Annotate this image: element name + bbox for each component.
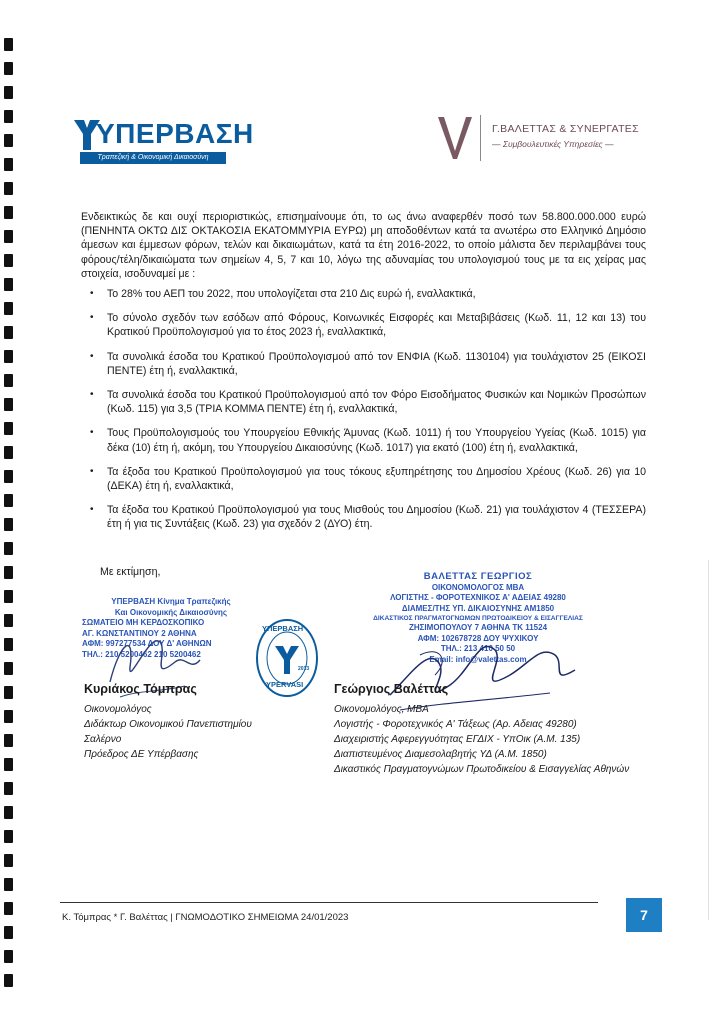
valettas-v-icon <box>438 115 472 159</box>
yperbasi-logo <box>74 118 254 168</box>
list-item: • Τους Προϋπολογισμούς του Υπουργείου Εθνικής Άμυνας (Κωδ. 1011) ή του Υπουργείου Υγείας (Κωδ. 1015) για δέκα (10) έτη ή, ακόμη, του Υπουργείου Δικαιοσύνης (Κωδ. 1017) για εκατό (100) έτη ή, εναλλακτικά, <box>90 427 646 454</box>
signatory-role: Διαπιστευμένος Διαμεσολαβητής ΥΔ (Α.Μ. 1850) <box>334 749 547 760</box>
list-item: • Τα συνολικά έσοδα του Κρατικού Προϋπολογισμού από τον ΕΝΦΙΑ (Κωδ. 1130104) για τουλάχιστον 25 (ΕΙΚΟΣΙ ΠΕΝΤΕ) έτη ή, εναλλακτικά, <box>90 350 646 377</box>
signatory-role: Διδάκτωρ Οικονομικού Πανεπιστημίου <box>84 719 252 730</box>
signatory-name: Κυριάκος Τόμπρας <box>84 682 197 696</box>
stamp-line: ΛΟΓΙΣΤΗΣ - ΦΟΡΟΤΕΧΝΙΚΟΣ Α' ΑΔΕΙΑΣ 49280 <box>390 593 566 602</box>
yperbasi-logo-name: ΥΠΕΡΒΑΣΗ <box>96 118 254 149</box>
signatory-name: Γεώργιος Βαλέττας <box>334 682 449 696</box>
signatory-role: Οικονομολόγος, MBA <box>334 704 429 715</box>
bullet-icon: • <box>90 312 94 324</box>
list-item: • Το 28% του ΑΕΠ του 2022, που υπολογίζεται στα 210 Δις ευρώ ή, εναλλακτικά, <box>90 288 476 301</box>
document-body <box>81 210 646 542</box>
bullet-icon: • <box>90 389 94 401</box>
stamp-line: Email: info@valettas.com <box>429 654 527 664</box>
signatory-role: Διαχειριστής Αφερεγγυότητας ΕΓΔΙΧ - ΥπΟικ (Α.Μ. 135) <box>334 734 581 745</box>
stamp-line: ΔΙΑΜΕΣ/ΤΗΣ ΥΠ. ΔΙΚΑΙΟΣΥΝΗΣ ΑΜ1850 <box>401 603 555 613</box>
valettas-stamp <box>342 572 614 665</box>
bullet-icon: • <box>90 350 94 362</box>
valettas-logo-name: Γ.ΒΑΛΕΤΤΑΣ & ΣΥΝΕΡΓΑΤΕΣ <box>492 123 639 135</box>
bullet-icon: • <box>90 504 94 516</box>
list-item: • Τα έξοδα του Κρατικού Προϋπολογισμού για τους τόκους εξυπηρέτησης του Δημοσίου Χρέους (Κωδ. 26) για 10 (ΔΕΚΑ) έτη ή, εναλλακτικά, <box>90 465 646 493</box>
stamp-line: ΑΓ. ΚΩΝΣΤΑΝΤΙΝΟΥ 2 ΑΘΗΝΑ <box>82 628 197 638</box>
seal-top-text: ΥΠΕΡΒΑΣΗ <box>262 624 304 633</box>
stamp-line: ΖΗΣΙΜΟΠΟΥΛΟΥ 7 ΑΘΗΝΑ ΤΚ 11524 <box>408 623 548 632</box>
closing-salutation: Με εκτίμηση, <box>100 566 161 578</box>
footer-divider <box>60 902 598 903</box>
yperbasi-stamp <box>80 597 260 660</box>
signatory-role: Πρόεδρος ΔΕ Υπέρβασης <box>84 749 199 760</box>
bullet-icon: • <box>90 465 94 477</box>
stamp-line: ΑΦΜ: 997277534 ΔΟΥ Δ' ΑΘΗΝΩΝ <box>82 639 212 648</box>
signatory-role: Λογιστής - Φοροτεχνικός Α' Τάξεως (Αρ. Αδειας 49280) <box>334 719 577 730</box>
stamp-line: Και Οικονομικής Δικαιοσύνης <box>114 607 228 617</box>
page-edge-shadow <box>708 560 709 920</box>
signatory-right <box>334 682 654 777</box>
valettas-logo <box>438 115 678 165</box>
stamp-line: ΔΙΚΑΣΤΙΚΟΣ ΠΡΑΓΜΑΤΟΓΝΩΜΩΝ ΠΡΩΤΟΔΙΚΕΙΟΥ & ΕΙΣΑΓΓΕΛΙΑΣ <box>373 615 583 622</box>
valettas-logo-tagline: — Συμβουλευτικές Υπηρεσίες — <box>492 139 614 149</box>
stamp-title: ΒΑΛΕΤΤΑΣ ΓΕΩΡΓΙΟΣ <box>423 571 533 582</box>
bullet-icon: • <box>90 288 94 300</box>
stamp-line: ΣΩΜΑΤΕΙΟ ΜΗ ΚΕΡΔΟΣΚΟΠΙΚΟ <box>82 618 205 627</box>
list-item: • Τα έξοδα του Κρατικού Προϋπολογισμού για τους Μισθούς του Δημοσίου (Κωδ. 21) για τουλάχιστον 4 (ΤΕΣΣΕΡΑ) έτη ή για τις Συντάξεις (Κωδ. 23) για σχεδόν 2 (ΔΥΟ) έτη. <box>90 504 646 531</box>
spiral-binding <box>0 0 22 1024</box>
stamp-line: ΑΦΜ: 102678728 ΔΟΥ ΨΥΧΙΚΟΥ <box>417 633 539 643</box>
signatory-role: Οικονομολόγος <box>84 704 152 715</box>
bullet-icon: • <box>90 427 94 439</box>
signatory-role: Δικαστικός Πραγματογνώμων Πρωτοδικείου & Εισαγγελίας Αθηνών <box>334 764 630 775</box>
footer-text: Κ. Τόμπρας * Γ. Βαλέττας | ΓΝΩΜΟΔΟΤΙΚΟ ΣΗΜΕΙΩΜΑ 24/01/2023 <box>62 912 349 923</box>
yperbasi-logo-tagline: Τραπεζική & Οικονομική Δικαιοσύνη <box>80 152 226 164</box>
page-number-badge: 7 <box>626 898 662 932</box>
seal-bottom-text: YPERVASI <box>266 680 304 689</box>
signatory-left <box>84 682 274 762</box>
seal-year: 2013 <box>298 666 310 672</box>
list-item: • Τα συνολικά έσοδα του Κρατικού Προϋπολογισμού από τον Φόρο Εισοδήματος Φυσικών και Νομικών Προσώπων (Κωδ. 115) για 3,5 (ΤΡΙΑ ΚΟΜΜΑ ΠΕΝΤΕ) έτη ή, εναλλακτικά, <box>90 389 646 416</box>
comparison-list <box>81 287 646 532</box>
list-item: • Το σύνολο σχεδόν των εσόδων από Φόρους, Κοινωνικές Εισφορές και Μεταβιβάσεις (Κωδ. 11, 12 και 13) του Κρατικού Προϋπολογισμού για το έτος 2023 ή, εναλλακτικά, <box>90 312 646 339</box>
stamp-line: ΟΙΚΟΝΟΜΟΛΟΓΟΣ ΜΒΑ <box>431 582 525 592</box>
logo-divider <box>480 115 481 161</box>
stamp-line: ΤΗΛ.: 210 5200462 210 5200462 <box>82 649 201 659</box>
stamp-line: ΥΠΕΡΒΑΣΗ Κίνημα Τραπεζικής <box>111 597 231 606</box>
intro-paragraph: Ενδεικτικώς δε και ουχί περιοριστικώς, επισημαίνουμε ότι, το ως άνω αναφερθέν ποσό των 58.800.000.000 ευρώ (ΠΕΝΗΝΤΑ ΟΚΤΩ ΔΙΣ ΟΚΤΑΚΟΣΙΑ ΕΚΑΤΟΜΜΥΡΙΑ ΕΥΡΩ) μη αποδοθέντων κατά τα ανωτέρω στο Ελληνικό Δημόσιο άμεσων και έμμεσων φόρων, τελών και δικαιωμάτων, κατά τα έτη 2016-2022, το οποίο μάλιστα δεν περιλαμβάνει τους φόρους/τέλη/δικαιώματα των σημείων 4, 5, 7 και 10, λόγω της αδυναμίας του υπολογισμού τους με τα εις χείρας μας στοιχεία, ισοδυναμεί με : <box>81 211 646 280</box>
signatory-role: Σαλέρνο <box>84 734 122 745</box>
stamp-line: ΤΗΛ.: 213 410 50 50 <box>440 644 516 653</box>
